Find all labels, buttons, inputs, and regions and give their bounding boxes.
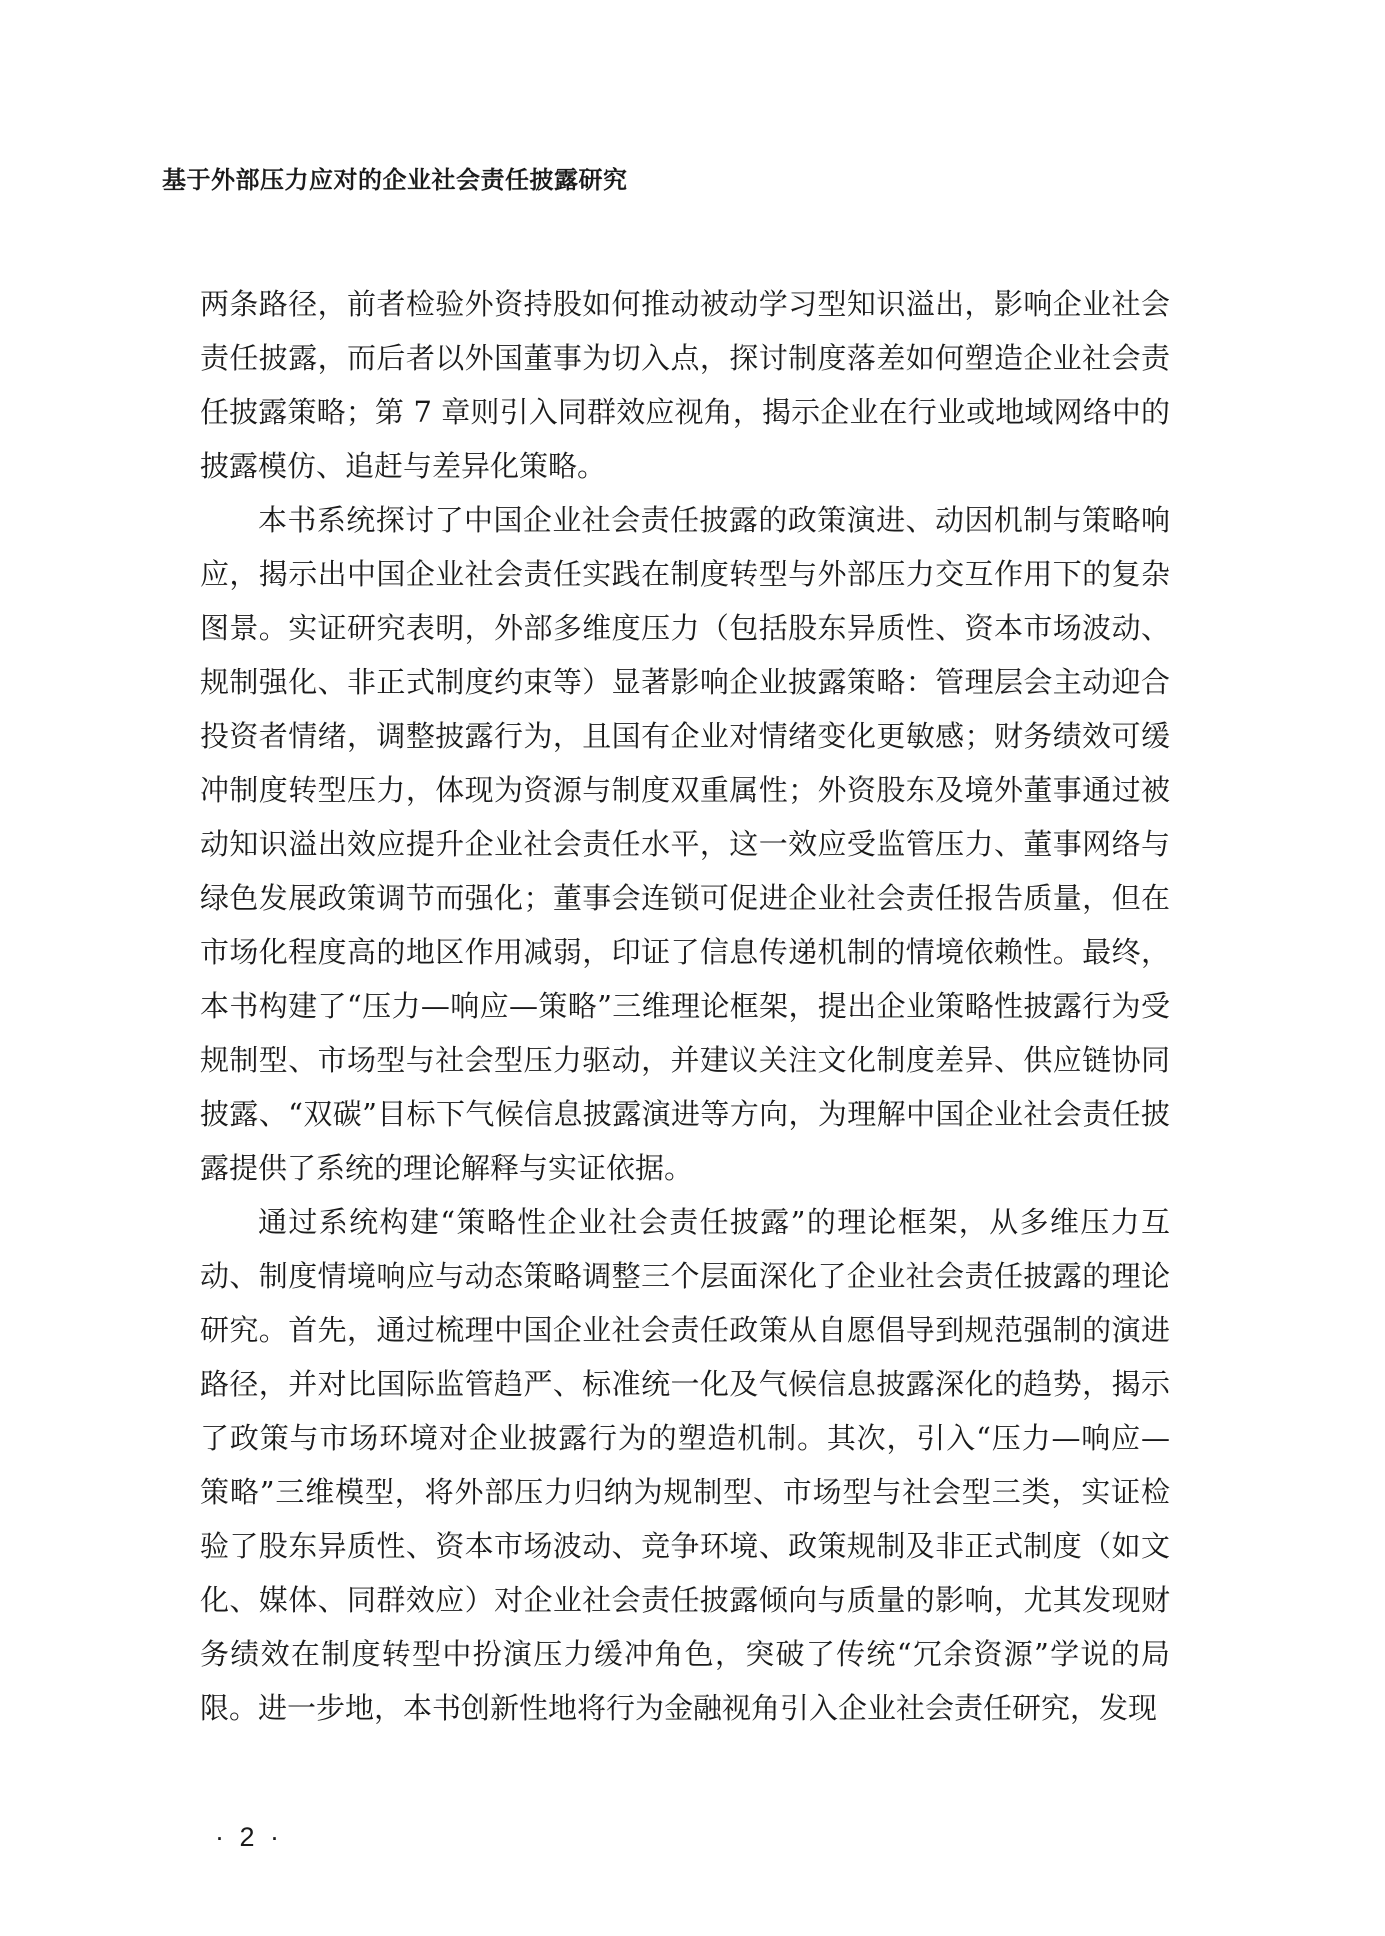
paragraph: 本书系统探讨了中国企业社会责任披露的政策演进、动因机制与策略响应，揭示出中国企业社会责任实践在制度转型与外部压力交互作用下的复杂图景。实证研究表明，外部多维度压力（包括股东异质性、资本市场波动、规制强化、非正式制度约束等）显著影响企业披露策略：管理层会主动迎合投资者情绪，调整披露行为，且国有企业对情绪变化更敏感；财务绩效可缓冲制度转型压力，体现为资源与制度双重属性；外资股东及境外董事通过被动知识溢出效应提升企业社会责任水平，这一效应受监管压力、董事网络与绿色发展政策调节而强化；董事会连锁可促进企业社会责任报告质量，但在市场化程度高的地区作用减弱，印证了信息传递机制的情境依赖性。最终，本书构建了“压力—响应—策略”三维理论框架，提出企业策略性披露行为受规制型、市场型与社会型压力驱动，并建议关注文化制度差异、供应链协同披露、“双碳”目标下气候信息披露演进等方向，为理解中国企业社会责任披露提供了系统的理论解释与实证依据。 xyxy=(200,503,1170,1185)
paragraph-continued: 两条路径，前者检验外资持股如何推动被动学习型知识溢出，影响企业社会责任披露，而后者以外国董事为切入点，探讨制度落差如何塑造企业社会责任披露策略；第 7 章则引入同群效应视角，揭示企业在行业或地域网络中的披露模仿、追赶与差异化策略。 xyxy=(200,287,1170,483)
running-head-title: 基于外部压力应对的企业社会责任披露研究 xyxy=(162,166,628,194)
body-text xyxy=(200,277,1170,1735)
paragraph: 通过系统构建“策略性企业社会责任披露”的理论框架，从多维压力互动、制度情境响应与动态策略调整三个层面深化了企业社会责任披露的理论研究。首先，通过梳理中国企业社会责任政策从自愿倡导到规范强制的演进路径，并对比国际监管趋严、标准统一化及气候信息披露深化的趋势，揭示了政策与市场环境对企业披露行为的塑造机制。其次，引入“压力—响应—策略”三维模型，将外部压力归纳为规制型、市场型与社会型三类，实证检验了股东异质性、资本市场波动、竞争环境、政策规制及非正式制度（如文化、媒体、同群效应）对企业社会责任披露倾向与质量的影响，尤其发现财务绩效在制度转型中扮演压力缓冲角色，突破了传统“冗余资源”学说的局限。进一步地，本书创新性地将行为金融视角引入企业社会责任研究，发现 xyxy=(200,1205,1170,1725)
page-number: · 2 · xyxy=(215,1822,284,1852)
